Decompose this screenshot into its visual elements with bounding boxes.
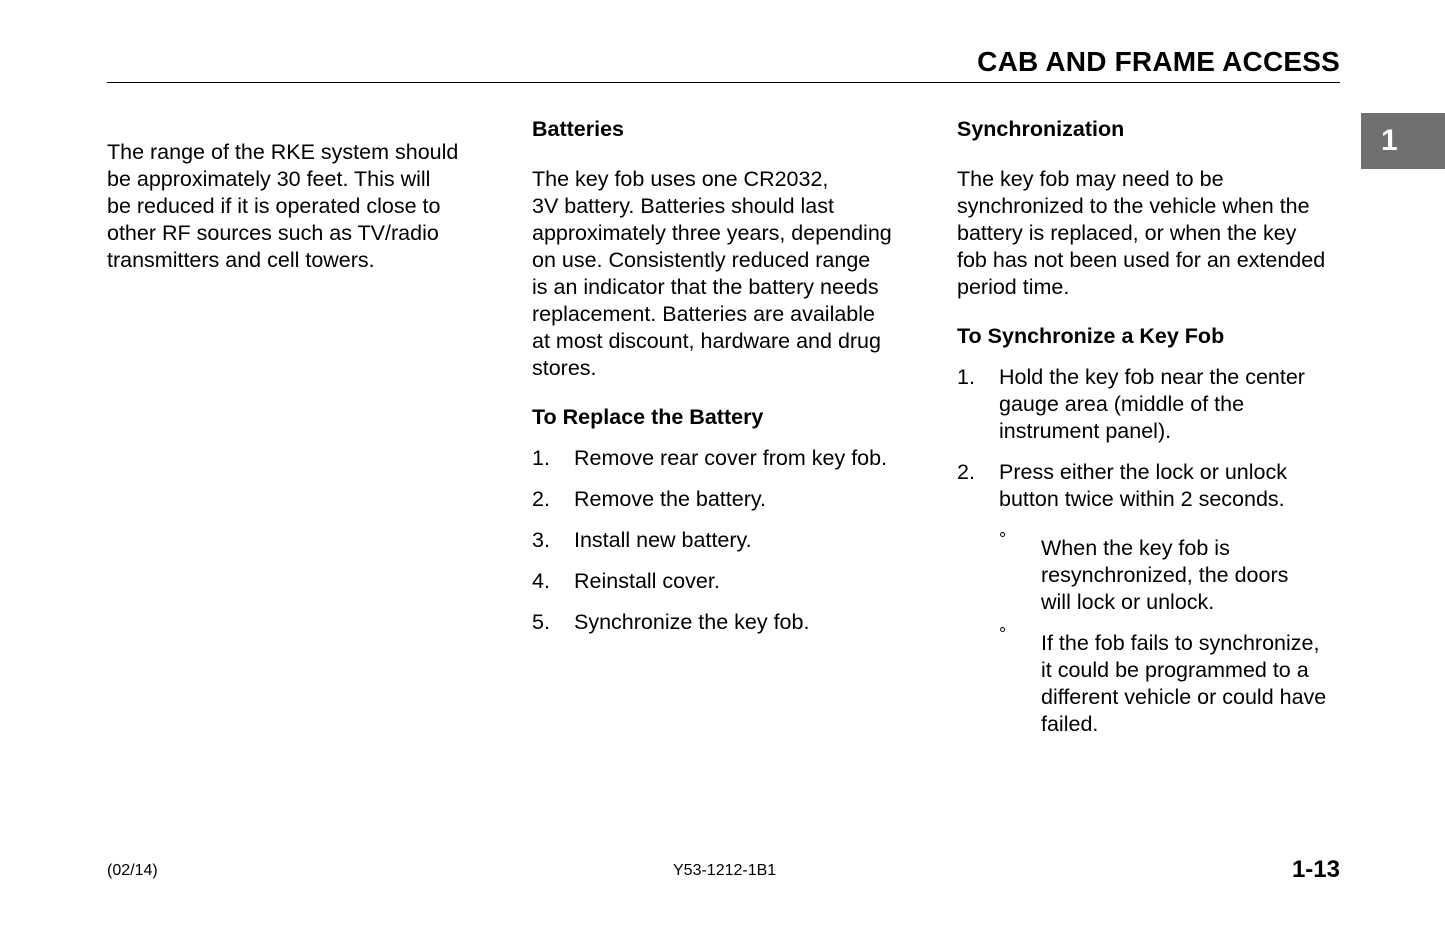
text-line: transmitters and cell towers. <box>107 248 375 272</box>
text-line: resynchronized, the doors <box>1041 563 1289 587</box>
step-number: 5. <box>532 610 550 634</box>
text-line: battery is replaced, or when the key <box>957 221 1297 245</box>
synchronize-key-fob-heading: To Synchronize a Key Fob <box>957 324 1225 348</box>
text-line: failed. <box>1041 712 1099 736</box>
chapter-tab: 1 <box>1361 113 1445 169</box>
step-text <box>999 459 1342 513</box>
synchronization-heading: Synchronization <box>957 117 1125 141</box>
step-number: 3. <box>532 528 550 552</box>
step-text: Reinstall cover. <box>574 569 720 593</box>
list-item <box>532 568 917 595</box>
text-line: instrument panel). <box>999 419 1172 443</box>
text-line: Hold the key fob near the center <box>999 365 1305 389</box>
header-divider <box>107 82 1340 83</box>
text-line: be approximately 30 feet. This will <box>107 167 431 191</box>
text-line: The key fob may need to be <box>957 167 1224 191</box>
text-line: fob has not been used for an extended <box>957 248 1326 272</box>
step-number: 1. <box>957 365 975 389</box>
column-range <box>107 139 487 274</box>
text-line: stores. <box>532 356 597 380</box>
text-line: replacement. Batteries are available <box>532 302 875 326</box>
step-text: Synchronize the key fob. <box>574 610 810 634</box>
footer-page-number: 1-13 <box>1291 856 1340 883</box>
footer-doc-number: Y53-1212-1B1 <box>673 862 777 879</box>
footer-date: (02/14) <box>107 862 158 879</box>
text-line: If the fob fails to synchronize, <box>1041 631 1320 655</box>
replace-battery-heading: To Replace the Battery <box>532 405 764 429</box>
bullet-text <box>1041 535 1342 616</box>
column-synchronization <box>957 116 1342 738</box>
text-line: different vehicle or could have <box>1041 685 1327 709</box>
text-line: other RF sources such as TV/radio <box>107 221 439 245</box>
step-text: Remove the battery. <box>574 487 766 511</box>
text-line: synchronized to the vehicle when the <box>957 194 1310 218</box>
text-line: period time. <box>957 275 1070 299</box>
list-item <box>957 459 1342 513</box>
page-header-title: CAB AND FRAME ACCESS <box>977 46 1340 77</box>
text-line: will lock or unlock. <box>1041 590 1215 614</box>
text-line: is an indicator that the battery needs <box>532 275 879 299</box>
step-text: Remove rear cover from key fob. <box>574 446 888 470</box>
text-line: button twice within 2 seconds. <box>999 487 1285 511</box>
degree-bullet-icon: ° <box>999 624 1007 644</box>
list-item <box>957 364 1342 445</box>
text-line: be reduced if it is operated close to <box>107 194 441 218</box>
text-line: it could be programmed to a <box>1041 658 1309 682</box>
column-batteries <box>532 116 917 636</box>
step-text <box>999 364 1342 445</box>
text-line: Press either the lock or unlock <box>999 460 1287 484</box>
text-line: at most discount, hardware and drug <box>532 329 881 353</box>
degree-bullet-icon: ° <box>999 529 1007 549</box>
text-line: When the key fob is <box>1041 536 1230 560</box>
step-number: 2. <box>532 487 550 511</box>
batteries-heading: Batteries <box>532 117 625 141</box>
text-line: 3V battery. Batteries should last <box>532 194 834 218</box>
list-item <box>532 445 917 472</box>
batteries-paragraph <box>532 166 917 382</box>
bullet-text <box>1041 630 1342 738</box>
bullet-item <box>957 529 1342 616</box>
text-line: on use. Consistently reduced range <box>532 248 871 272</box>
bullet-item <box>957 624 1342 738</box>
text-line: The range of the RKE system should <box>107 140 459 164</box>
text-line: The key fob uses one CR2032, <box>532 167 829 191</box>
text-line: gauge area (middle of the <box>999 392 1245 416</box>
list-item <box>532 486 917 513</box>
text-line: approximately three years, depending <box>532 221 892 245</box>
step-text: Install new battery. <box>574 528 752 552</box>
range-paragraph <box>107 139 487 274</box>
step-number: 4. <box>532 569 550 593</box>
list-item <box>532 527 917 554</box>
synchronization-paragraph <box>957 166 1342 301</box>
step-number: 2. <box>957 460 975 484</box>
list-item <box>532 609 917 636</box>
step-number: 1. <box>532 446 550 470</box>
